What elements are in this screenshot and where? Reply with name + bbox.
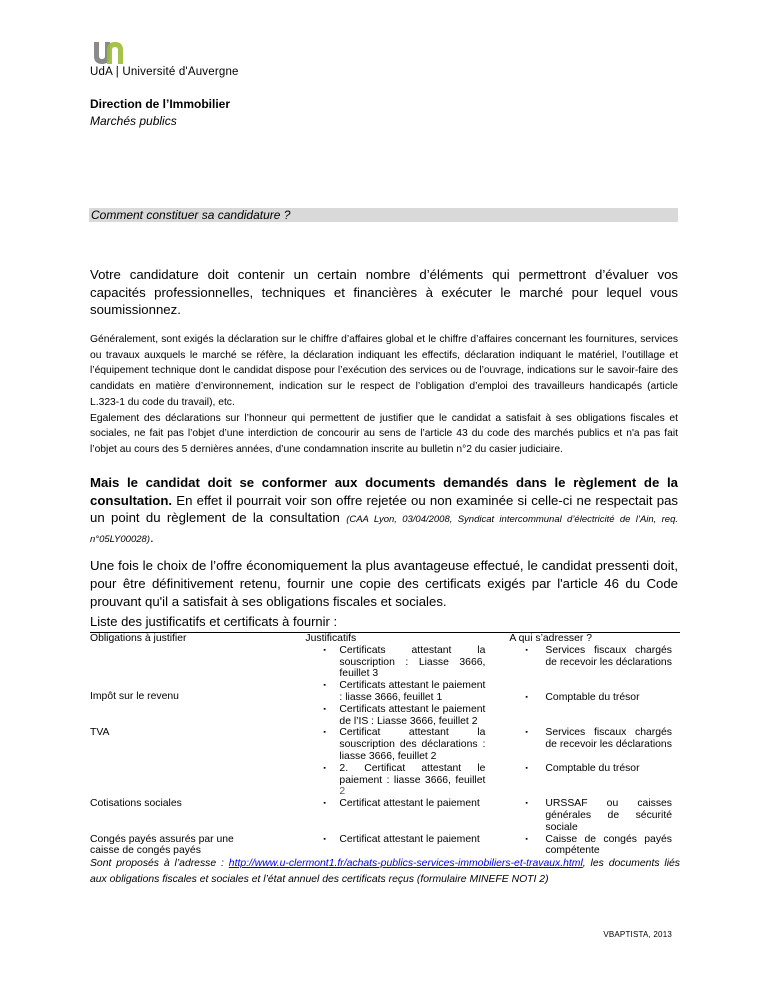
proofs-cell: [305, 834, 495, 858]
table-row: [90, 798, 680, 833]
certificates-table: [90, 632, 680, 857]
warning-bold: Mais le candidat doit se conformer aux documents demandés dans le règlement de la consultation.: [90, 475, 678, 508]
contacts-cell: [495, 798, 680, 833]
list-item: ▪ Certificats attestant le paiement : liasse 3666, feuillet 1: [305, 680, 495, 704]
choice-paragraph: Une fois le choix de l’offre économiquement la plus avantageuse effectué, le candidat pressenti doit, pour être définitivement retenu, fournir une copie des certificats exigés par l'article 46 du Code prouvant qu'il a satisfait à ses obligations fiscales et sociales.: [90, 558, 678, 609]
warning-paragraph: [90, 474, 678, 548]
contacts-cell: [495, 645, 680, 728]
list-item: ▪ Caisse de congés payés compétente: [495, 834, 680, 858]
footnote: [90, 856, 680, 888]
logo-wordmark: UdA | Université d'Auvergne: [90, 66, 239, 78]
list-item: ▪ Certificats attestant la souscription : Liasse 3666, feuillet 3: [305, 645, 495, 680]
list-item: ▪ Certificat attestant le paiement: [305, 834, 495, 846]
header-contacts-label: A qui s’adresser ?: [509, 633, 592, 644]
proofs-cell: [305, 645, 495, 728]
header-obligations: Obligations à justifier: [90, 633, 187, 644]
list-item: ▪ Certificat attestant la souscription des déclarations : liasse 3666, feuillet 2: [305, 727, 495, 762]
list-item-suffix: 2: [339, 786, 346, 798]
header-proofs: Justificatifs: [305, 633, 357, 644]
general-text-2: Egalement des déclarations sur l’honneur qui permettent de justifier que le candidat a satisfait à ses obligations fiscales et sociales, ne fait pas l’objet d’une interdiction de concourir au sens de l’article 43 du code des marchés publics et n'a pas fait l’objet au cours des 5 dernières années, d’une condamnation inscrite au bulletin n°2 du casier judiciaire.: [90, 412, 678, 455]
department-title: Direction de l’Immobilier: [90, 97, 231, 111]
obligation-cell: TVA: [90, 727, 110, 739]
obligation-cell: Cotisations sociales: [90, 798, 182, 810]
table-header-row: [90, 633, 680, 645]
logo-mark-icon: [94, 42, 123, 64]
contacts-cell: [495, 727, 680, 798]
warning-text: En effet il pourrait voir son offre rejetée ou non examinée si celle-ci ne respectait pas un point du règlement de la consultation: [90, 492, 678, 525]
list-item: ▪ Services fiscaux chargés de recevoir les déclarations: [495, 645, 680, 669]
list-item: ▪ Certificats attestant le paiement de l’IS : Liasse 3666, feuillet 2: [305, 704, 495, 728]
header-contacts: [495, 633, 680, 645]
list-item: ▪ Comptable du trésor: [495, 692, 680, 704]
obligation-cell: Impôt sur le revenu: [90, 690, 179, 702]
list-item: ▪ URSSAF ou caisses générales de sécurité sociale: [495, 798, 680, 833]
warning-citation: (CAA Lyon, 03/04/2008, Syndicat intercommunal d’électricité de l’Ain, req. n°05LY00028): [90, 514, 678, 545]
table-row: [90, 834, 680, 858]
general-text: Généralement, sont exigés la déclaration sur le chiffre d’affaires global et le chiffre d’affaires concernant les fournitures, services ou travaux auxquels le marché se réfère, la déclaration indiquant les effectifs, déclaration indiquant le matériel, l’outillage et l’équipement technique dont le candidat dispose pour l’exécution des services ou de l’ouvrage, indications sur le savoir-faire des candidats en matière d’environnement, indication sur le respect de l’obligation d’emploi des travailleurs handicapés (article L.323-1 du code du travail), etc.: [90, 334, 678, 408]
general-paragraph: [90, 332, 678, 458]
documents-link[interactable]: http://www.u-clermont1.fr/achats-publics-services-immobiliers-et-travaux.html: [228, 858, 583, 869]
contacts-cell: [495, 834, 680, 858]
list-item: ▪ Services fiscaux chargés de recevoir les déclarations: [495, 727, 680, 751]
table-title: Liste des justificatifs et certificats à fournir :: [90, 614, 338, 629]
footnote-prefix: Sont proposés à l’adresse :: [90, 858, 229, 869]
table-row: [90, 645, 680, 728]
list-item: [305, 763, 495, 798]
proofs-cell: [305, 727, 495, 798]
footer-author: VBAPTISTA, 2013: [603, 930, 672, 939]
list-item-text: 2. Certificat attestant le paiement : liasse 3666, feuillet: [339, 762, 486, 786]
footnote-suffix: , les documents liés aux obligations fiscales et sociales et l’état annuel des certificats reçus (formulaire MINEFE NOTI 2): [90, 858, 681, 885]
list-item: ▪ Comptable du trésor: [495, 763, 680, 775]
intro-paragraph: Votre candidature doit contenir un certain nombre d’éléments qui permettront d’évaluer vos capacités professionnelles, techniques et financières à exécuter le marché pour lequel vous soumissionnez.: [90, 267, 678, 317]
obligation-cell: Congés payés assurés par une caisse de congés payés: [90, 833, 234, 857]
list-item: ▪ Certificat attestant le paiement: [305, 798, 495, 810]
department-subtitle: Marchés publics: [90, 114, 177, 128]
section-title: Comment constituer sa candidature ?: [91, 208, 291, 222]
warning-end: .: [149, 529, 154, 545]
table-row: [90, 727, 680, 798]
proofs-cell: [305, 798, 495, 833]
